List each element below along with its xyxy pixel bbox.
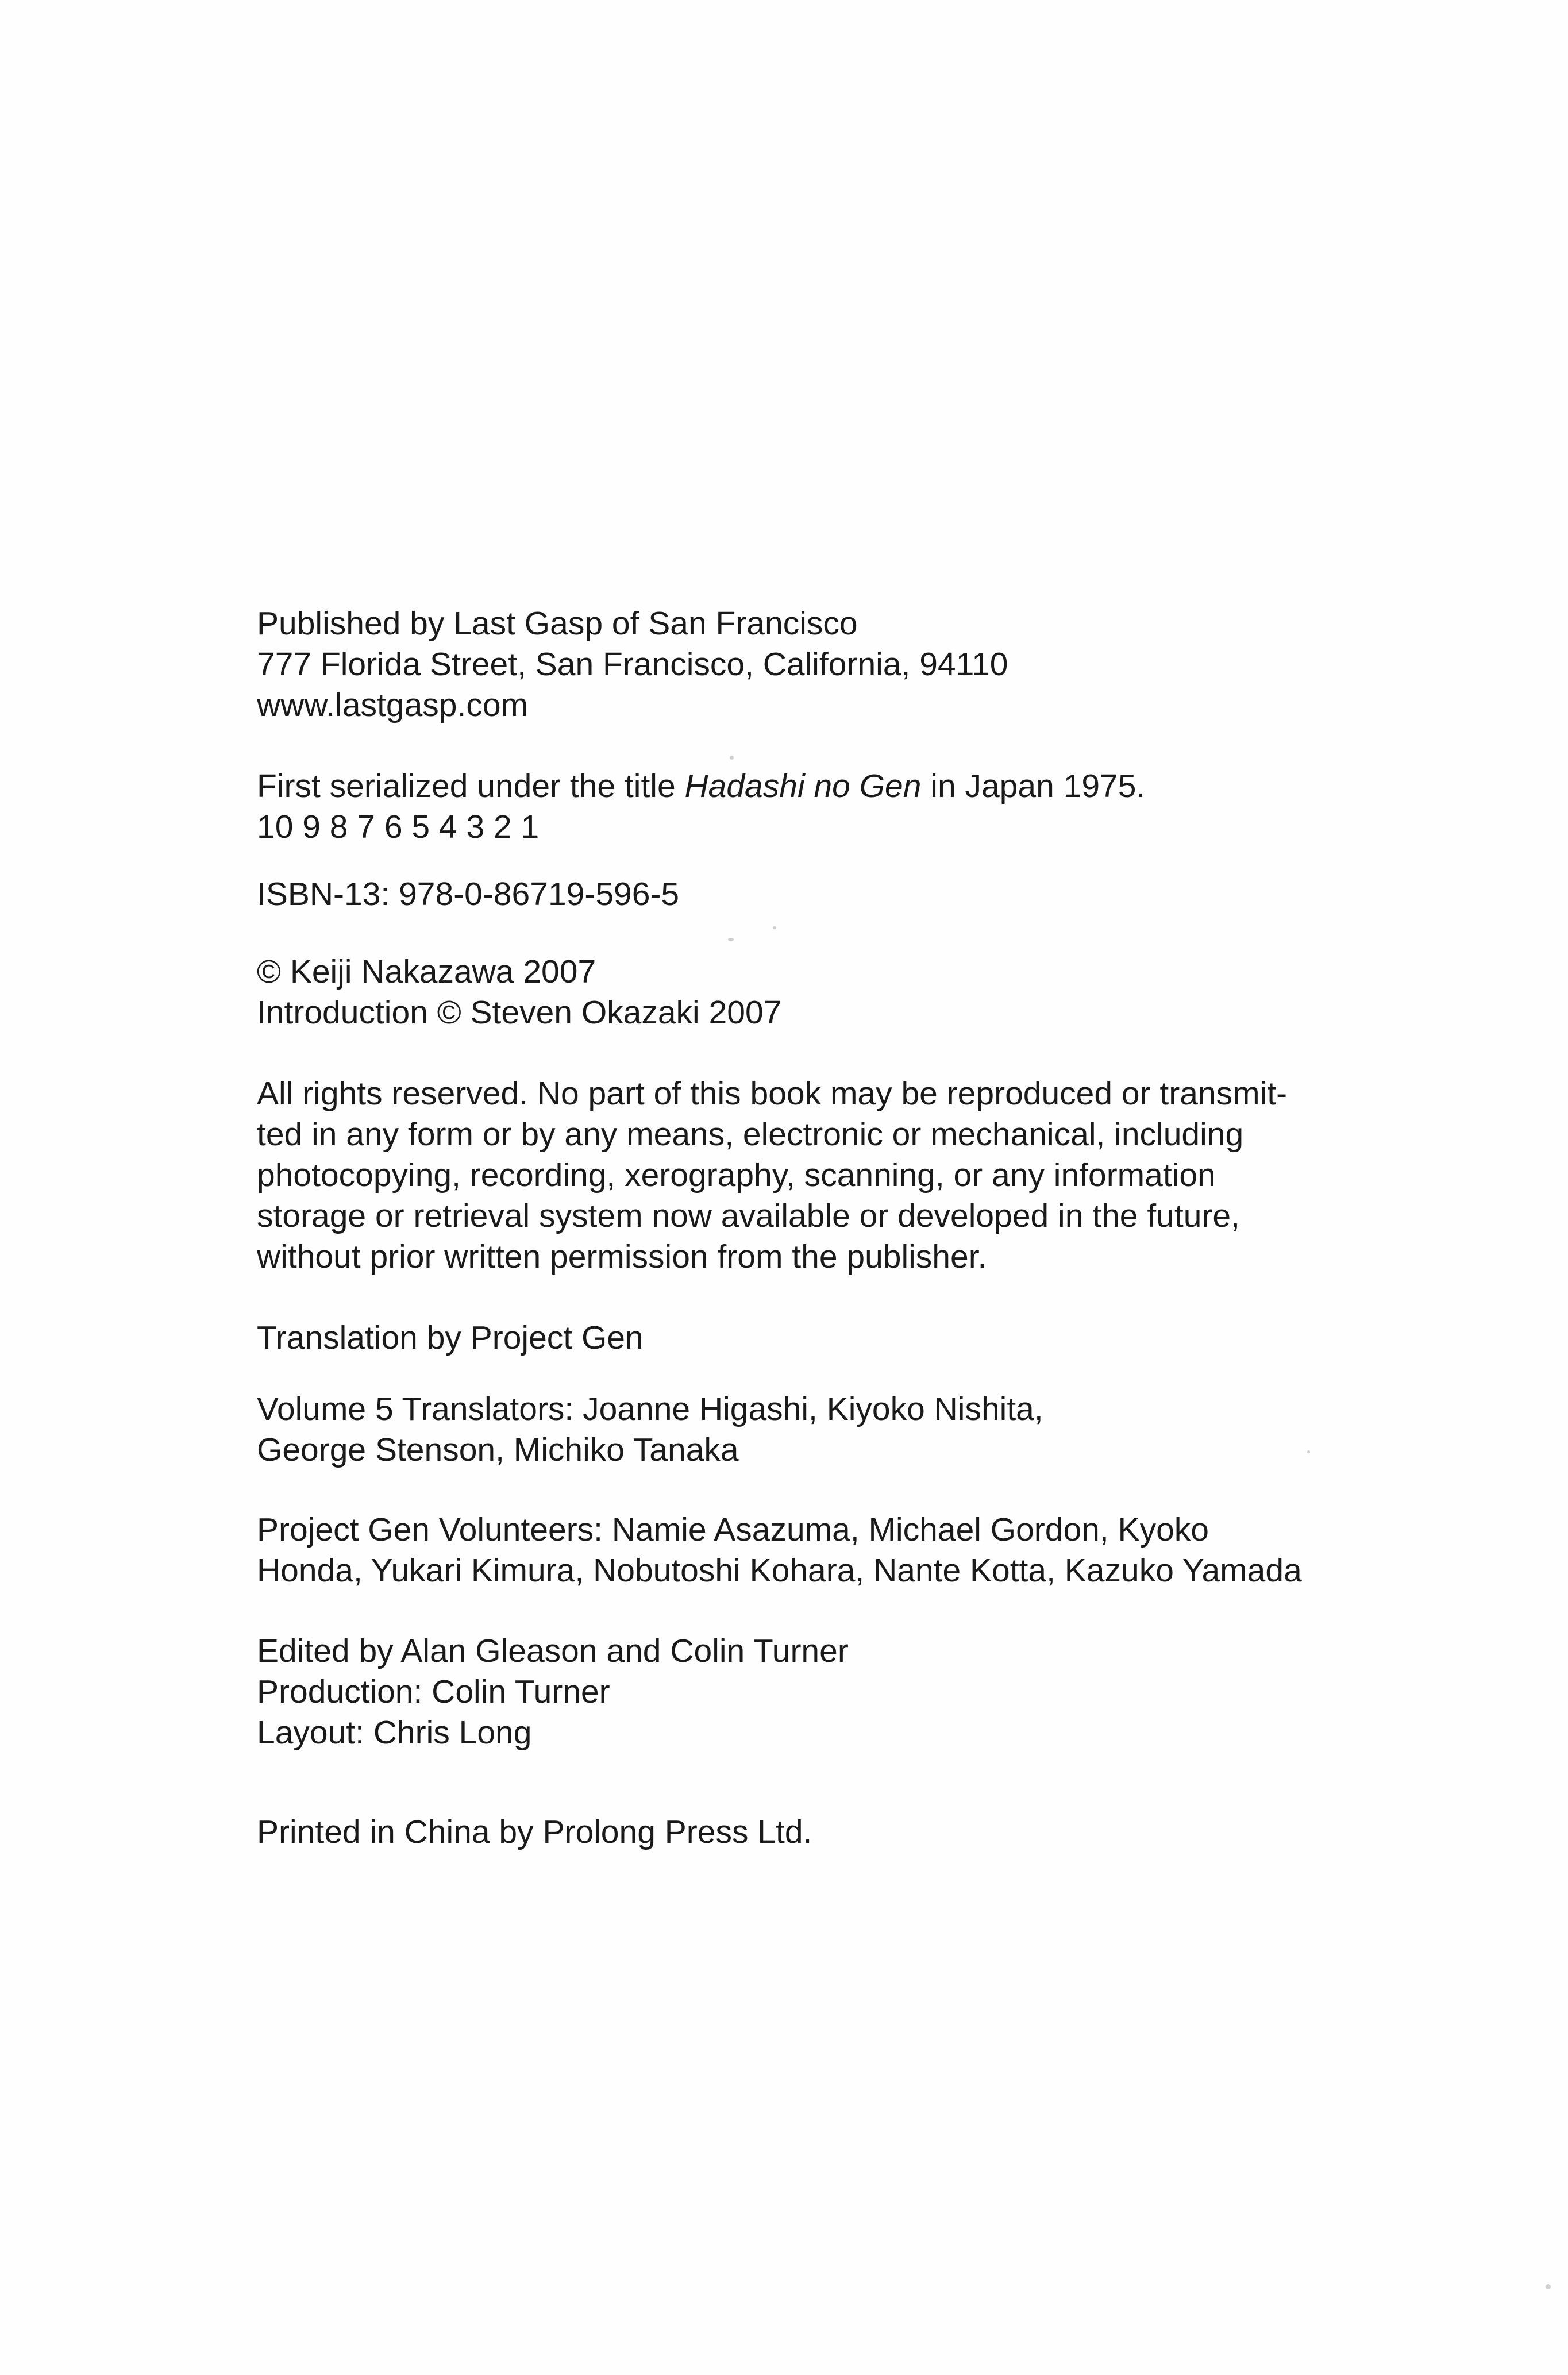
serialization-block [257,766,1349,848]
volunteers-block [257,1510,1349,1591]
volunteers-line: Project Gen Volunteers: Namie Asazuma, Michael Gordon, Kyoko [257,1511,1209,1548]
serialization-line [257,766,1349,807]
editor-credit: Edited by Alan Gleason and Colin Turner [257,1633,849,1669]
translators-line: George Stenson, Michiko Tanaka [257,1431,739,1468]
rights-block [257,1073,1349,1277]
printer-block [257,1812,1349,1853]
scan-speck [1546,2284,1551,2289]
rights-line: photocopying, recording, xerography, scanning, or any information [257,1157,1216,1194]
publisher-block [257,603,1349,726]
translation-block [257,1318,1349,1358]
original-title: Hadashi no Gen [684,768,922,805]
rights-line: storage or retrieval system now available or developed in the future, [257,1198,1240,1234]
production-credit: Production: Colin Turner [257,1673,610,1710]
translators-block [257,1389,1349,1471]
translation-credit: Translation by Project Gen [257,1319,644,1356]
rights-line: All rights reserved. No part of this book may be reproduced or transmit- [257,1075,1288,1112]
publisher-website: www.lastgasp.com [257,687,529,723]
isbn-block [257,874,1349,915]
copyright-block [257,952,1349,1033]
scan-speck [728,938,734,941]
publisher-address: 777 Florida Street, San Francisco, California, 94110 [257,646,1008,683]
layout-credit: Layout: Chris Long [257,1714,532,1751]
copyright-introduction: Introduction © Steven Okazaki 2007 [257,994,782,1031]
isbn-number: ISBN-13: 978-0-86719-596-5 [257,876,680,913]
printing-line: 10 9 8 7 6 5 4 3 2 1 [257,809,540,845]
translators-line: Volume 5 Translators: Joanne Higashi, Kiyoko Nishita, [257,1391,1043,1427]
volunteers-line: Honda, Yukari Kimura, Nobutoshi Kohara, Nante Kotta, Kazuko Yamada [257,1552,1302,1589]
scan-speck [773,926,776,929]
printer-credit: Printed in China by Prolong Press Ltd. [257,1814,812,1850]
copyright-author: © Keiji Nakazawa 2007 [257,953,596,990]
rights-line: ted in any form or by any means, electronic or mechanical, including [257,1116,1244,1153]
scan-speck [730,756,734,760]
serialization-prefix: First serialized under the title [257,768,685,805]
publisher-name: Published by Last Gasp of San Francisco [257,605,858,642]
serialization-suffix: in Japan 1975. [921,768,1146,805]
rights-line: without prior written permission from the publisher. [257,1238,987,1275]
credits-block [257,1631,1349,1753]
scan-speck [1307,1450,1310,1453]
